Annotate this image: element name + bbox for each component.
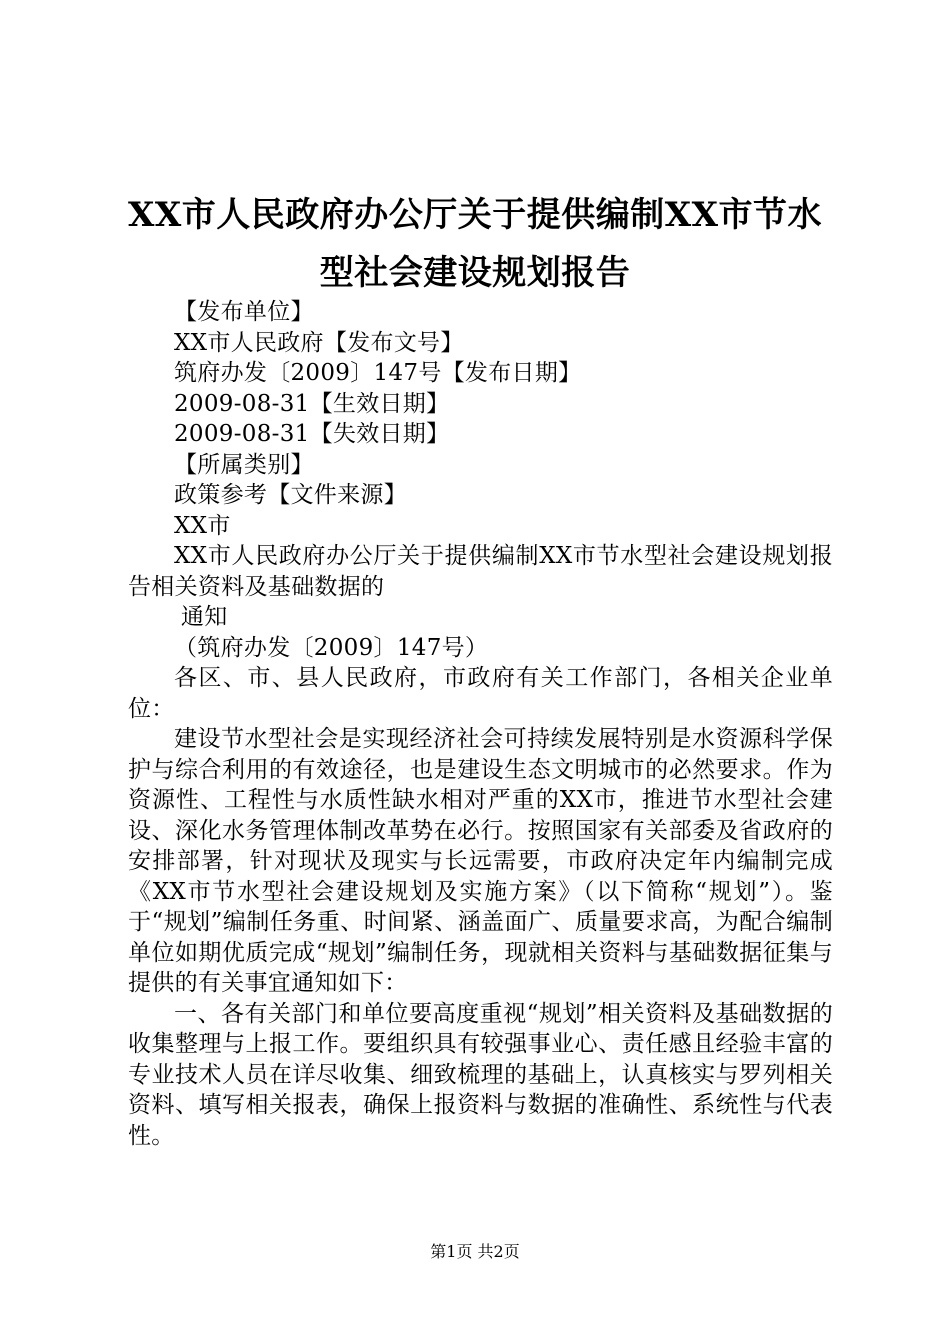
paragraph: 【发布单位】 bbox=[174, 299, 314, 325]
page-footer: 第1页 共2页 bbox=[430, 1242, 520, 1261]
paragraph: XX市 bbox=[174, 512, 231, 539]
title-line-2: 型社会建设规划报告 bbox=[319, 253, 631, 293]
paragraph: 各区、市、县人民政府，市政府有关工作部门，各相关企业单位： bbox=[128, 665, 833, 722]
paragraph: XX市人民政府办公厅关于提供编制XX市节水型社会建设规划报告相关资料及基础数据的 bbox=[128, 543, 833, 600]
paragraph: 政策参考【文件来源】 bbox=[174, 482, 407, 508]
paragraph: 建设节水型社会是实现经济社会可持续发展特别是水资源科学保护与综合利用的有效途径，也是建设生态文明城市的必然要求。作为资源性、工程性与水质性缺水相对严重的XX市，推进节水型社会建设、深化水务管理体制改革势在必行。按照国家有关部委及省政府的安排部署，针对现状及现实与长远需要，市政府决定年内编制完成《XX市节水型社会建设规划及实施方案》（以下简称“规划”）。鉴于“规划”编制任务重、时间紧、涵盖面广、质量要求高，为配合编制单位如期优质完成“规划”编制任务，现就相关资料与基础数据征集与提供的有关事宜通知如下： bbox=[128, 726, 833, 996]
paragraph: 筑府办发〔2009〕147号【发布日期】 bbox=[174, 360, 582, 386]
title-line-1: XX市人民政府办公厅关于提供编制XX市节水 bbox=[127, 195, 823, 235]
paragraph: 【所属类别】 bbox=[174, 451, 314, 478]
paragraph: 2009-08-31【生效日期】 bbox=[174, 390, 450, 417]
paragraph: 一、各有关部门和单位要高度重视“规划”相关资料及基础数据的收集整理与上报工作。要组织具有较强事业心、责任感且经验丰富的专业技术人员在详尽收集、细致梳理的基础上，认真核实与罗列相关资料、填写相关报表，确保上报资料与数据的准确性、系统性与代表性。 bbox=[128, 1000, 833, 1149]
paragraph: 2009-08-31【失效日期】 bbox=[174, 421, 450, 447]
document-body bbox=[128, 297, 833, 1151]
paragraph: XX市人民政府【发布文号】 bbox=[174, 329, 464, 356]
paragraph: （筑府办发〔2009〕147号） bbox=[174, 634, 489, 661]
paragraph: 通知 bbox=[180, 604, 228, 630]
document-title bbox=[120, 186, 830, 302]
